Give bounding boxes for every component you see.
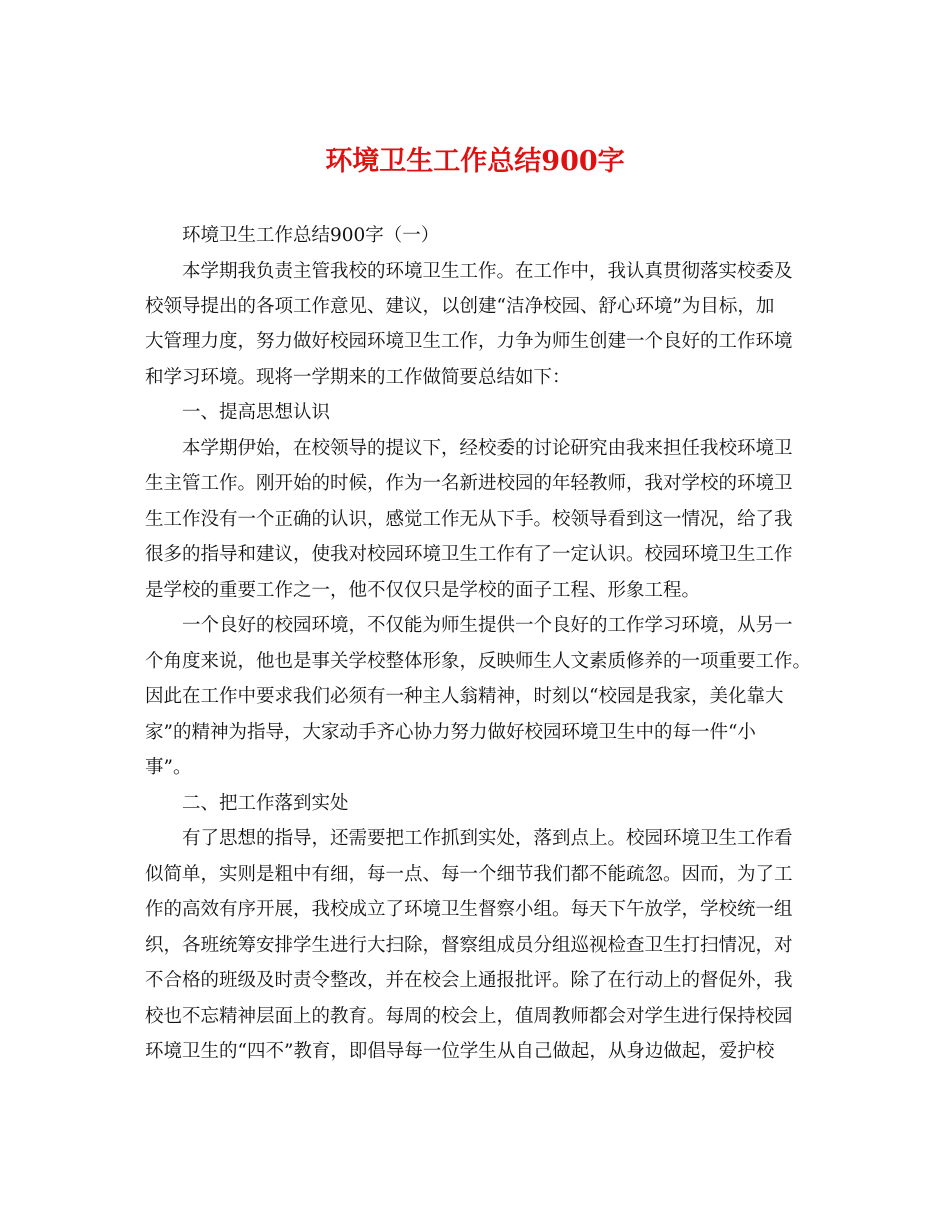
paragraph-line: 校也不忘精神层面上的教育。每周的校会上，值周教师都会对学生进行保持校园 [145,1006,793,1027]
section-heading: 二、把工作落到实处 [182,793,349,814]
paragraph-line: 事”。 [145,757,192,778]
paragraph-line: 不合格的班级及时责令整改，并在校会上通报批评。除了在行动上的督促外，我 [145,970,793,991]
document-title: 环境卫生工作总结900字 [325,146,625,177]
paragraph-line: 校领导提出的各项工作意见、建议，以创建“洁净校园、舒心环境”为目标，加 [145,296,775,317]
paragraph-line: 生工作没有一个正确的认识，感觉工作无从下手。校领导看到这一情况，给了我 [145,509,793,530]
paragraph-line: 似简单，实则是粗中有细，每一点、每一个细节我们都不能疏忽。因而，为了工 [145,864,793,885]
paragraph-line: 很多的指导和建议，使我对校园环境卫生工作有了一定认识。校园环境卫生工作 [145,544,793,565]
paragraph-line: 因此在工作中要求我们必须有一种主人翁精神，时刻以“校园是我家，美化靠大 [145,686,784,707]
paragraph-line: 一个良好的校园环境，不仅能为师生提供一个良好的工作学习环境，从另一 [182,615,793,636]
paragraph-line: 作的高效有序开展，我校成立了环境卫生督察小组。每天下午放学，学校统一组 [145,899,793,920]
paragraph-line: 本学期伊始，在校领导的提议下，经校委的讨论研究由我来担任我校环境卫 [182,438,793,459]
paragraph-line: 大管理力度，努力做好校园环境卫生工作，力争为师生创建一个良好的工作环境 [145,331,793,352]
paragraph-line: 生主管工作。刚开始的时候，作为一名新进校园的年轻教师，我对学校的环境卫 [145,473,793,494]
paragraph-line: 是学校的重要工作之一，他不仅仅只是学校的面子工程、形象工程。 [145,580,701,601]
paragraph-line: 有了思想的指导，还需要把工作抓到实处，落到点上。校园环境卫生工作看 [182,828,793,849]
paragraph-line: 和学习环境。现将一学期来的工作做简要总结如下： [145,367,571,388]
paragraph-line: 家”的精神为指导，大家动手齐心协力努力做好校园环境卫生中的每一件“小 [145,722,756,743]
subtitle-line: 环境卫生工作总结900字（一） [182,225,440,246]
paragraph-line: 本学期我负责主管我校的环境卫生工作。在工作中，我认真贯彻落实校委及 [182,261,793,282]
paragraph-line: 个角度来说，他也是事关学校整体形象，反映师生人文素质修养的一项重要工作。 [145,651,812,672]
paragraph-line: 织，各班统筹安排学生进行大扫除，督察组成员分组巡视检查卫生打扫情况，对 [145,935,793,956]
section-heading: 一、提高思想认识 [182,402,331,423]
paragraph-line: 环境卫生的“四不”教育，即倡导每一位学生从自己做起，从身边做起，爱护校 [145,1041,775,1062]
